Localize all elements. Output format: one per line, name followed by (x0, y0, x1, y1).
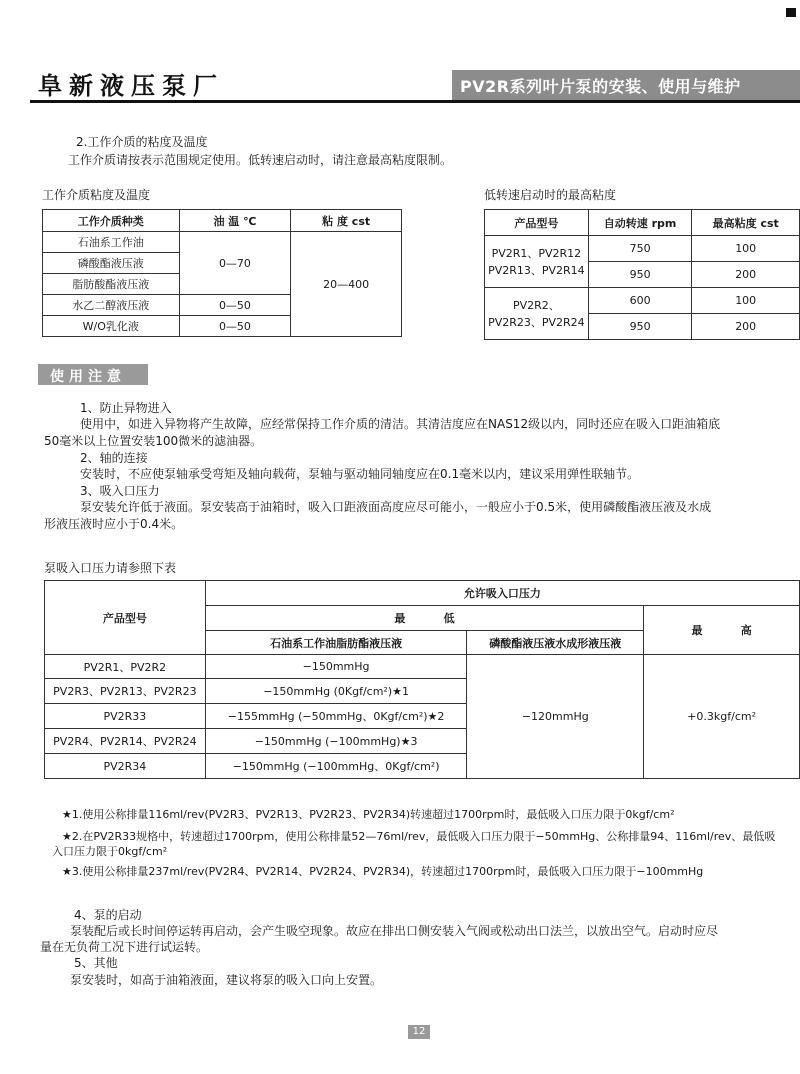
table-header: 产品型号 (45, 581, 206, 655)
table-cell: 石油系工作油 (43, 232, 180, 253)
table-header: 产品型号 (485, 210, 589, 236)
table-header: 最高粘度 cst (692, 210, 800, 236)
table-cell: 100 (692, 288, 800, 314)
table-cell: −150mmHg (0Kgf/cm²)★1 (205, 679, 467, 704)
table-cell: 750 (588, 236, 692, 262)
section-band-title: 使用注意 (50, 369, 126, 385)
item-text: 泵安装允许低于液面。泵安装高于油箱时，吸入口距液面高度应尽可能小，一般应小于0.5米，使用磷酸酯液压液及水成 (80, 500, 712, 514)
item-text: 量在无负荷工况下进行试运转。 (40, 940, 209, 954)
footnote: ★3.使用公称排量237ml/rev(PV2R4、PV2R14、PV2R24、PV2R34)，转速超过1700rpm时，最低吸入口压力限于−100mmHg (62, 865, 704, 878)
item-heading: 5、其他 (74, 956, 118, 970)
table-cell: −150mmHg (205, 655, 467, 679)
item-text: 形液压液时应小于0.4米。 (44, 517, 184, 531)
table3-caption: 泵吸入口压力请参照下表 (44, 561, 177, 575)
corner-mark (786, 8, 796, 17)
table-cell: +0.3kgf/cm² (644, 655, 800, 779)
table-header: 工作介质种类 (43, 210, 180, 232)
table-header: 自动转速 rpm (588, 210, 692, 236)
table-cell: PV2R3、PV2R13、PV2R23 (45, 679, 206, 704)
table-cell: −155mmHg (−50mmHg、0Kgf/cm²)★2 (205, 704, 467, 729)
table-header: 允许吸入口压力 (205, 581, 799, 606)
item-heading: 3、吸入口压力 (80, 484, 160, 498)
table-cell: 脂肪酸酯液压液 (43, 274, 180, 295)
footnote: ★1.使用公称排量116ml/rev(PV2R3、PV2R13、PV2R23、PV2R34)转速超过1700rpm时，最低吸入口压力限于0kgf/cm² (62, 808, 675, 821)
item-heading: 1、防止异物进入 (80, 401, 172, 415)
viscosity-temp-table (42, 209, 402, 337)
brand-name: 阜新液压泵厂 (38, 72, 224, 100)
suction-pressure-table (44, 580, 800, 779)
table-cell: 0—50 (179, 316, 291, 337)
table-cell: 950 (588, 262, 692, 288)
section-heading: 2.工作介质的粘度及温度 (76, 135, 208, 149)
table-cell: PV2R2、 PV2R23、PV2R24 (485, 288, 589, 340)
table-header: 粘 度 cst (291, 210, 402, 232)
item-heading: 2、轴的连接 (80, 451, 148, 465)
table-cell: 水乙二醇液压液 (43, 295, 180, 316)
table-cell: 0—50 (179, 295, 291, 316)
table-cell: 磷酸酯液压液 (43, 253, 180, 274)
item-text: 50毫米以上位置安装100微米的滤油器。 (44, 434, 263, 448)
table-cell: −120mmHg (467, 655, 644, 779)
item-heading: 4、泵的启动 (74, 908, 142, 922)
table-cell: 950 (588, 314, 692, 340)
low-speed-viscosity-table (484, 209, 800, 340)
table-cell: PV2R4、PV2R14、PV2R24 (45, 729, 206, 754)
item-text: 泵装配后或长时间停运转再启动，会产生吸空现象。故应在排出口侧安装入气阀或松动出口法兰，以放出空气。启动时应尽 (70, 924, 719, 938)
table-cell: PV2R33 (45, 704, 206, 729)
table-cell: −150mmHg (−100mmHg)★3 (205, 729, 467, 754)
section-text: 工作介质请按表示范围规定使用。低转速启动时，请注意最高粘度限制。 (68, 153, 453, 167)
item-text: 使用中，如进入异物将产生故障，应经常保持工作介质的清洁。其清洁度应在NAS12级以内，同时还应在吸入口距油箱底 (80, 417, 721, 431)
table-header: 石油系工作油脂肪酯液压液 (205, 631, 467, 655)
table-cell: −150mmHg (−100mmHg、0Kgf/cm²) (205, 754, 467, 779)
table-cell: 20—400 (291, 232, 402, 337)
table-cell: PV2R34 (45, 754, 206, 779)
table-cell: 100 (692, 236, 800, 262)
table-cell: 200 (692, 314, 800, 340)
table-header: 最 高 (644, 606, 800, 655)
item-text: 安装时，不应使泵轴承受弯矩及轴向载荷，泵轴与驱动轴同轴度应在0.1毫米以内，建议采用弹性联轴节。 (80, 467, 640, 481)
table-cell: PV2R1、PV2R2 (45, 655, 206, 679)
page-number: 12 (408, 1025, 430, 1039)
table1-caption: 工作介质粘度及温度 (42, 188, 151, 202)
header-rule (30, 100, 800, 103)
table-cell: 200 (692, 262, 800, 288)
page-title: PV2R系列叶片泵的安装、使用与维护 (460, 77, 741, 96)
table-cell: 600 (588, 288, 692, 314)
item-text: 泵安装时，如高于油箱液面，建议将泵的吸入口向上安置。 (70, 973, 383, 987)
table-cell: W/O乳化液 (43, 316, 180, 337)
table-header: 磷酸酯液压液水成形液压液 (467, 631, 644, 655)
table-header: 油 温 ℃ (179, 210, 291, 232)
table-cell: PV2R1、PV2R12 PV2R13、PV2R14 (485, 236, 589, 288)
table-header: 最 低 (205, 606, 643, 631)
table2-caption: 低转速启动时的最高粘度 (484, 188, 617, 202)
table-cell: 0—70 (179, 232, 291, 295)
footnote: ★2.在PV2R33规格中，转速超过1700rpm，使用公称排量52—76ml/rev，最低吸入口压力限于−50mmHg、公称排量94、116ml/rev、最低吸 (62, 830, 776, 843)
footnote: 入口压力限于0kgf/cm² (52, 845, 168, 858)
